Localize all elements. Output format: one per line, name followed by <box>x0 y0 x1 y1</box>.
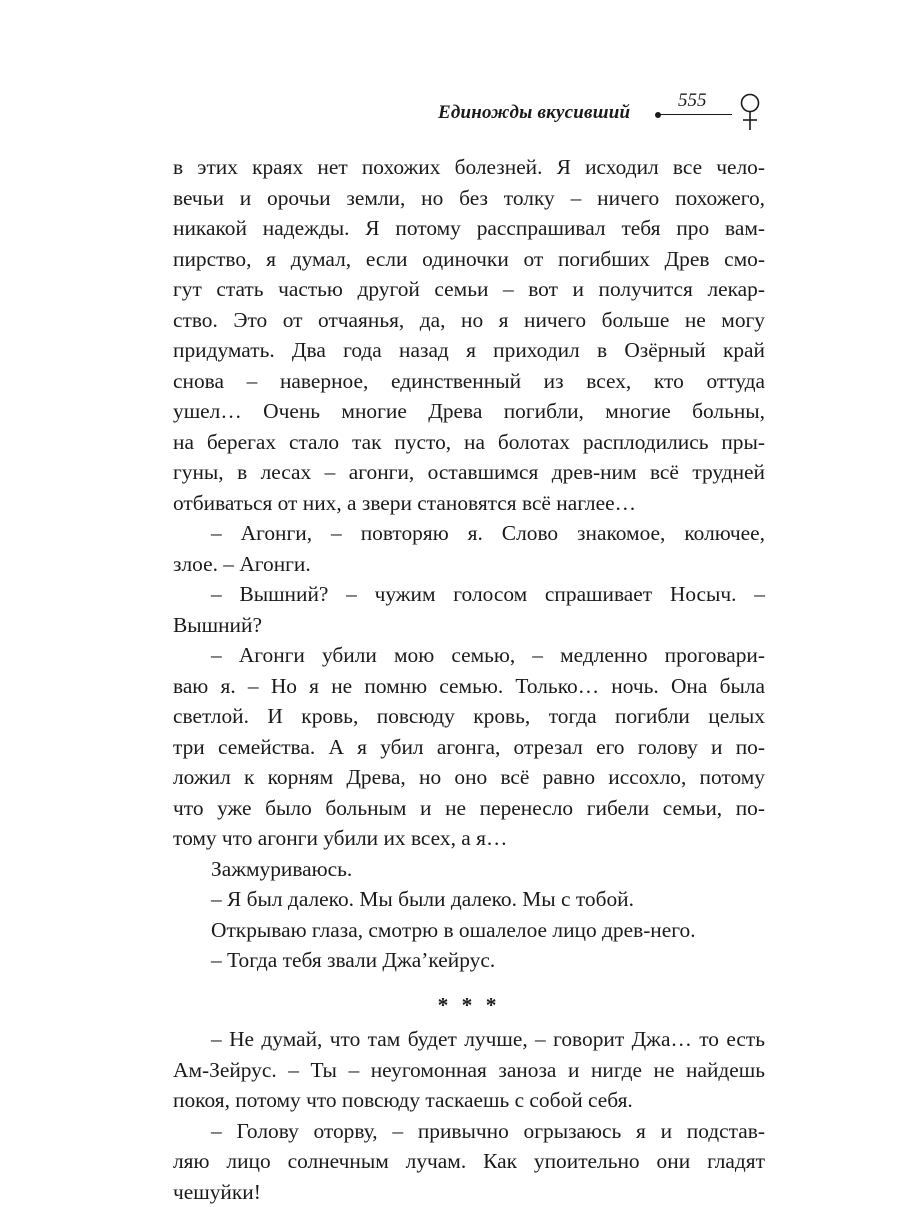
text-line: ляю лицо солнечным лучам. Как упоительно они гладят <box>173 1146 765 1177</box>
text-line: – Тогда тебя звали Джа’кейрус. <box>173 945 765 976</box>
text-line: тому что агонги убили их всех, а я… <box>173 823 765 854</box>
text-line: гуны, в лесах – агонги, оставшимся древ-ним всё трудней <box>173 457 765 488</box>
text-line: ложил к корням Древа, но оно всё равно иссохло, потому <box>173 762 765 793</box>
text-line: три семейства. А я убил агонга, отрезал его голову и по- <box>173 732 765 763</box>
running-title: Единожды вкусивший <box>438 102 630 124</box>
text-line: злое. – Агонги. <box>173 549 765 580</box>
text-line: – Вышний? – чужим голосом спрашивает Носыч. – <box>173 579 765 610</box>
text-line: в этих краях нет похожих болезней. Я исходил все чело- <box>173 152 765 183</box>
text-line: светлой. И кровь, повсюду кровь, тогда погибли целых <box>173 701 765 732</box>
text-line: снова – наверное, единственный из всех, кто оттуда <box>173 366 765 397</box>
text-line: – Я был далеко. Мы были далеко. Мы с тобой. <box>173 884 765 915</box>
text-line: покоя, потому что повсюду таскаешь с собой себя. <box>173 1085 765 1116</box>
text-line: ваю я. – Но я не помню семью. Только… ночь. Она была <box>173 671 765 702</box>
text-line: вечьи и орочьи земли, но без толку – ничего похожего, <box>173 183 765 214</box>
text-line: ушел… Очень многие Древа погибли, многие больны, <box>173 396 765 427</box>
text-line: Открываю глаза, смотрю в ошалелое лицо древ-него. <box>173 915 765 946</box>
page-number: 555 <box>678 90 707 112</box>
venus-icon <box>738 92 762 132</box>
text-line: Ам-Зейрус. – Ты – неугомонная заноза и нигде не найдешь <box>173 1055 765 1086</box>
text-line: пирство, я думал, если одиночки от погибших Древ смо- <box>173 244 765 275</box>
text-line: – Агонги, – повторяю я. Слово знакомое, колючее, <box>173 518 765 549</box>
text-line: на берегах стало так пусто, на болотах расплодились пры- <box>173 427 765 458</box>
text-line: ство. Это от отчаянья, да, но я ничего больше не могу <box>173 305 765 336</box>
text-line: отбиваться от них, а звери становятся всё наглее… <box>173 488 765 519</box>
text-line: Вышний? <box>173 610 765 641</box>
page-text <box>173 152 765 1207</box>
section-separator: * * * <box>173 990 765 1021</box>
text-line: – Голову оторву, – привычно огрызаюсь я и подстав- <box>173 1116 765 1147</box>
text-line: гут стать частью другой семьи – вот и получится лекар- <box>173 274 765 305</box>
text-line: придумать. Два года назад я приходил в Озёрный край <box>173 335 765 366</box>
text-line: чешуйки! <box>173 1177 765 1207</box>
text-line: – Агонги убили мою семью, – медленно проговари- <box>173 640 765 671</box>
text-line: Зажмуриваюсь. <box>173 854 765 885</box>
text-line: что уже было больным и не перенесло гибели семьи, по- <box>173 793 765 824</box>
header-dot <box>655 112 661 118</box>
header-rule <box>660 114 732 115</box>
text-line: никакой надежды. Я потому расспрашивал тебя про вам- <box>173 213 765 244</box>
text-line: – Не думай, что там будет лучше, – говорит Джа… то есть <box>173 1024 765 1055</box>
running-header <box>438 88 768 138</box>
